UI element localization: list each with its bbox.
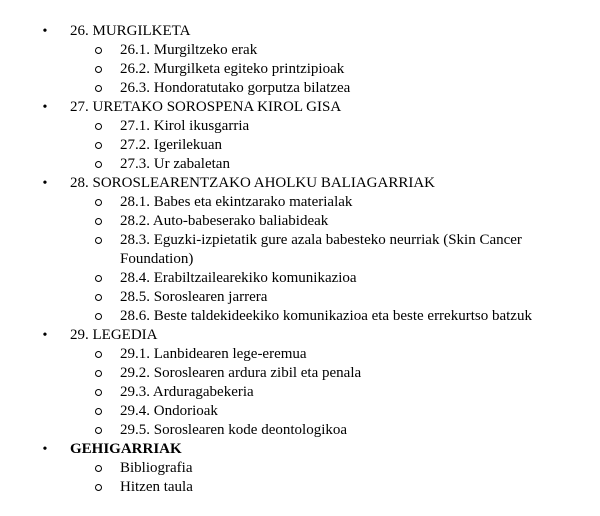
subsection-item <box>70 212 600 231</box>
circle-bullet-icon <box>95 47 102 54</box>
section-item <box>0 440 600 497</box>
subsection-text: 28.3. Eguzki-izpietatik gure azala babesteko neurriak (Skin Cancer Foundation) <box>120 232 522 267</box>
bullet-icon: • <box>42 100 48 115</box>
bullet-icon: • <box>42 176 48 191</box>
circle-bullet-icon <box>95 427 102 434</box>
subsection-item <box>70 364 600 383</box>
subsection-list <box>70 459 600 497</box>
subsection-item <box>70 136 600 155</box>
section-title: 28. SOROSLEARENTZAKO AHOLKU BALIAGARRIAK <box>70 175 435 191</box>
circle-bullet-icon <box>95 237 102 244</box>
table-of-contents <box>0 22 600 497</box>
subsection-item <box>70 288 600 307</box>
circle-bullet-icon <box>95 142 102 149</box>
circle-bullet-icon <box>95 484 102 491</box>
subsection-list <box>70 117 600 174</box>
subsection-text: 26.2. Murgilketa egiteko printzipioak <box>120 61 345 77</box>
circle-bullet-icon <box>95 313 102 320</box>
subsection-text: 29.4. Ondorioak <box>120 403 218 419</box>
bullet-icon: • <box>42 24 48 39</box>
subsection-item <box>70 193 600 212</box>
subsection-text: 29.5. Soroslearen kode deontologikoa <box>120 422 348 438</box>
subsection-item <box>70 345 600 364</box>
subsection-text: 27.1. Kirol ikusgarria <box>120 118 250 134</box>
subsection-list <box>70 193 600 326</box>
section-title: GEHIGARRIAK <box>70 441 182 457</box>
subsection-item <box>70 307 600 326</box>
subsection-text: 26.1. Murgiltzeko erak <box>120 42 258 58</box>
section-item <box>0 326 600 440</box>
circle-bullet-icon <box>95 199 102 206</box>
subsection-item <box>70 155 600 174</box>
subsection-item <box>70 41 600 60</box>
subsection-text: 28.1. Babes eta ekintzarako materialak <box>120 194 353 210</box>
section-title: 27. URETAKO SOROSPENA KIROL GISA <box>70 99 342 115</box>
circle-bullet-icon <box>95 66 102 73</box>
circle-bullet-icon <box>95 294 102 301</box>
subsection-item <box>70 478 600 497</box>
subsection-list <box>70 41 600 98</box>
subsection-text: 28.6. Beste taldekideekiko komunikazioa eta beste errekurtso batzuk <box>120 308 532 324</box>
bullet-icon: • <box>42 442 48 457</box>
subsection-item <box>70 231 600 269</box>
circle-bullet-icon <box>95 218 102 225</box>
subsection-text: Hitzen taula <box>120 479 193 495</box>
circle-bullet-icon <box>95 408 102 415</box>
subsection-text: 28.5. Soroslearen jarrera <box>120 289 268 305</box>
subsection-text: 29.2. Soroslearen ardura zibil eta penala <box>120 365 362 381</box>
subsection-text: 27.2. Igerilekuan <box>120 137 223 153</box>
subsection-text: Bibliografia <box>120 460 193 476</box>
subsection-text: 28.4. Erabiltzailearekiko komunikazioa <box>120 270 357 286</box>
circle-bullet-icon <box>95 465 102 472</box>
section-item <box>0 98 600 174</box>
bullet-icon: • <box>42 328 48 343</box>
subsection-text: 29.3. Arduragabekeria <box>120 384 254 400</box>
section-title: 29. LEGEDIA <box>70 327 158 343</box>
circle-bullet-icon <box>95 161 102 168</box>
circle-bullet-icon <box>95 123 102 130</box>
subsection-item <box>70 117 600 136</box>
subsection-item <box>70 79 600 98</box>
subsection-item <box>70 60 600 79</box>
subsection-text: 28.2. Auto-babeserako baliabideak <box>120 213 329 229</box>
section-item <box>0 22 600 98</box>
subsection-text: 29.1. Lanbidearen lege-eremua <box>120 346 307 362</box>
subsection-list <box>70 345 600 440</box>
subsection-item <box>70 459 600 478</box>
subsection-text: 27.3. Ur zabaletan <box>120 156 230 172</box>
circle-bullet-icon <box>95 85 102 92</box>
circle-bullet-icon <box>95 389 102 396</box>
subsection-item <box>70 421 600 440</box>
circle-bullet-icon <box>95 275 102 282</box>
circle-bullet-icon <box>95 351 102 358</box>
section-item <box>0 174 600 326</box>
subsection-text: 26.3. Hondoratutako gorputza bilatzea <box>120 80 351 96</box>
section-title: 26. MURGILKETA <box>70 23 191 39</box>
circle-bullet-icon <box>95 370 102 377</box>
subsection-item <box>70 383 600 402</box>
subsection-item <box>70 402 600 421</box>
subsection-item <box>70 269 600 288</box>
